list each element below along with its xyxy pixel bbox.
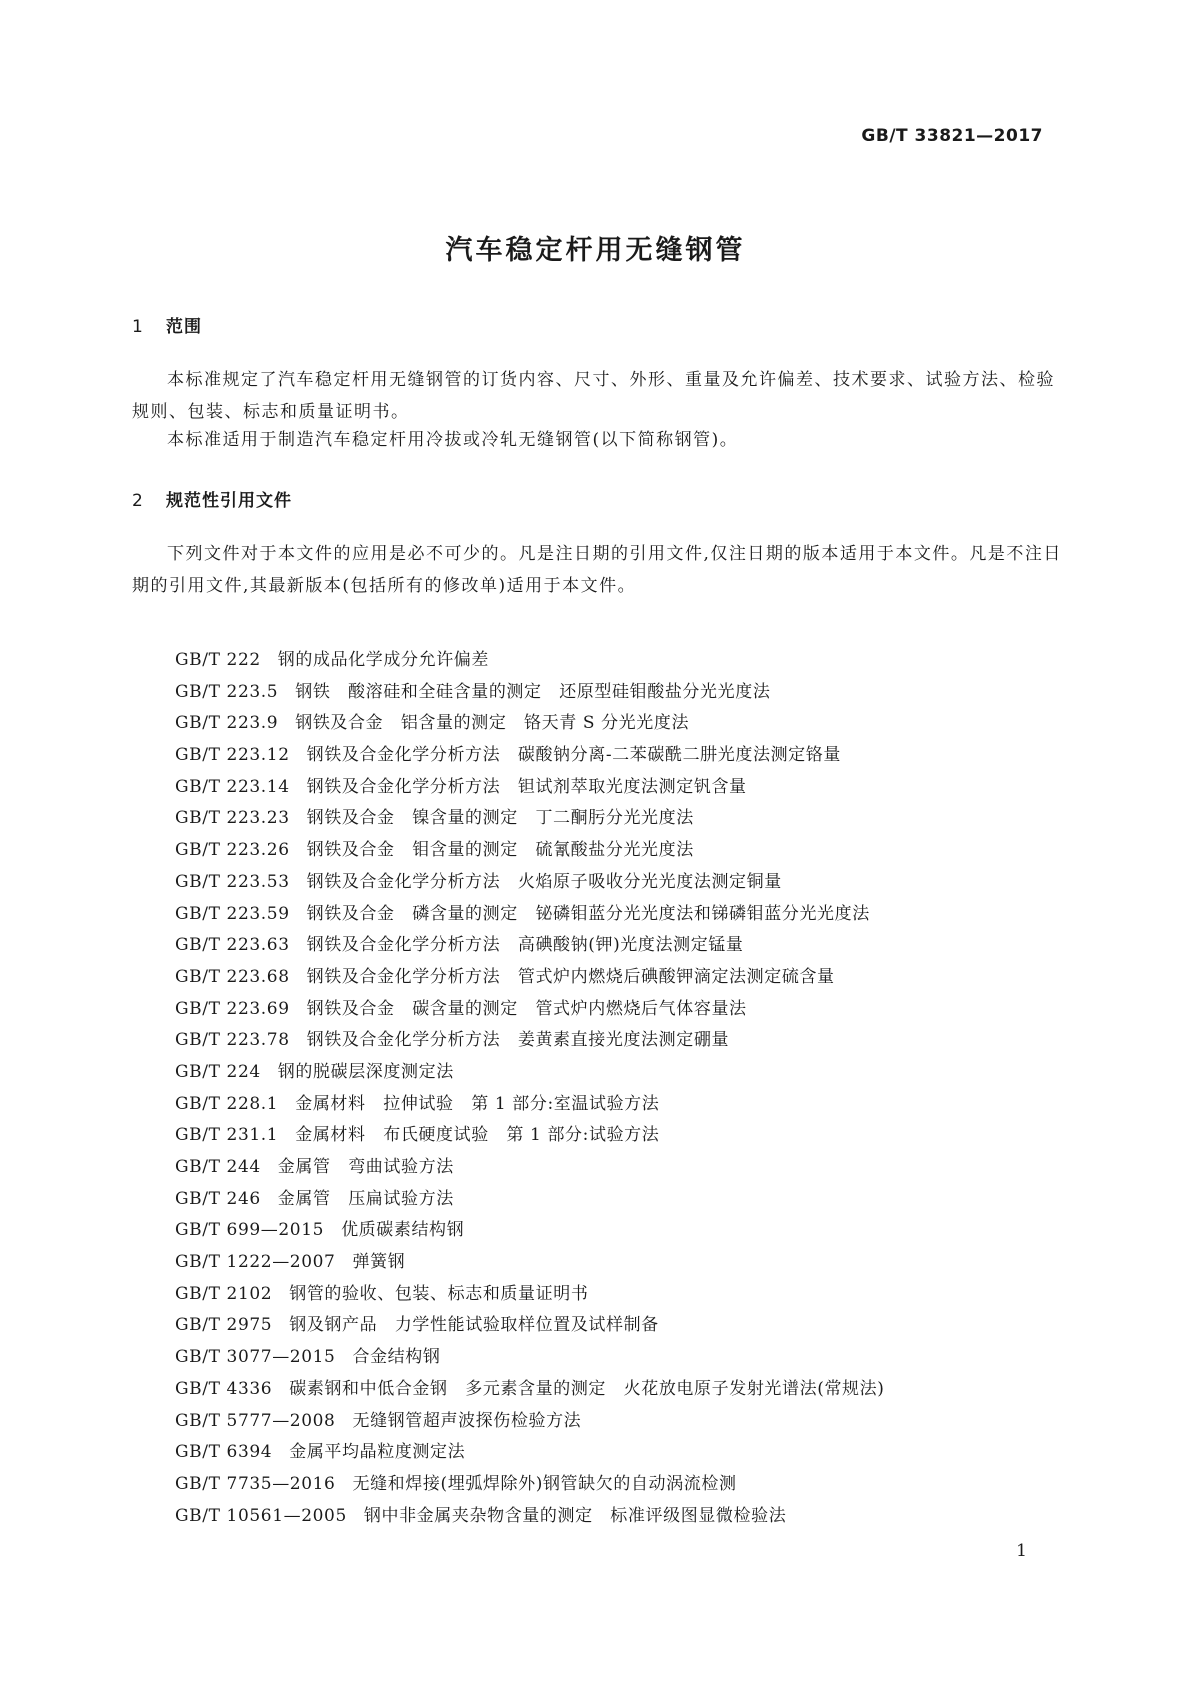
reference-code: GB/T 244 [175, 1157, 261, 1177]
reference-title: 钢铁及合金化学分析方法 管式炉内燃烧后碘酸钾滴定法测定硫含量 [306, 966, 835, 987]
reference-title: 钢铁及合金 碳含量的测定 管式炉内燃烧后气体容量法 [306, 998, 747, 1019]
reference-code: GB/T 223.23 [175, 808, 290, 829]
reference-title: 钢及钢产品 力学性能试验取样位置及试样制备 [289, 1315, 659, 1336]
page-number: 1 [1016, 1541, 1027, 1561]
reference-item [175, 1406, 884, 1438]
reference-item [175, 1342, 884, 1374]
reference-code: GB/T 223.26 [175, 840, 290, 861]
reference-code: GB/T 2975 [175, 1315, 273, 1336]
reference-item [175, 1501, 884, 1533]
reference-title: 钢铁及合金 镍含量的测定 丁二酮肟分光光度法 [306, 808, 694, 829]
reference-item [175, 1469, 884, 1501]
reference-code: GB/T 223.5 [175, 681, 279, 702]
reference-code: GB/T 223.78 [175, 1030, 290, 1051]
reference-title: 钢铁 酸溶硅和全硅含量的测定 还原型硅钼酸盐分光光度法 [295, 681, 771, 702]
reference-item [175, 1152, 884, 1184]
reference-title: 无缝和焊接(埋弧焊除外)钢管缺欠的自动涡流检测 [352, 1473, 737, 1494]
section-1-paragraph-1: 本标准规定了汽车稳定杆用无缝钢管的订货内容、尺寸、外形、重量及允许偏差、技术要求、试验方法、检验规则、包装、标志和质量证明书。 [132, 370, 1055, 422]
reference-item [175, 1310, 884, 1342]
reference-item [175, 1374, 884, 1406]
reference-code: GB/T 223.12 [175, 745, 290, 766]
section-1-title: 范围 [166, 317, 202, 337]
standard-number: GB/T 33821—2017 [861, 126, 1043, 146]
reference-title: 优质碳素结构钢 [341, 1220, 465, 1241]
reference-code: GB/T 4336 [175, 1378, 273, 1399]
reference-code: GB/T 5777—2008 [175, 1410, 336, 1431]
reference-title: 金属材料 拉伸试验 第 1 部分:室温试验方法 [295, 1093, 660, 1114]
normative-reference-list [175, 645, 884, 1532]
reference-item [175, 677, 884, 709]
reference-code: GB/T 224 [175, 1061, 261, 1082]
reference-title: 钢铁及合金 磷含量的测定 铋磷钼蓝分光光度法和锑磷钼蓝分光光度法 [306, 903, 870, 924]
reference-title: 金属材料 布氏硬度试验 第 1 部分:试验方法 [295, 1125, 660, 1146]
section-1-heading [132, 312, 202, 337]
reference-title: 钢的脱碳层深度测定法 [277, 1061, 454, 1082]
reference-item [175, 1057, 884, 1089]
reference-title: 金属管 弯曲试验方法 [277, 1157, 454, 1177]
reference-title: 钢管的验收、包装、标志和质量证明书 [289, 1283, 589, 1304]
reference-code: GB/T 223.63 [175, 935, 290, 956]
reference-item [175, 835, 884, 867]
reference-title: 钢铁及合金化学分析方法 碳酸钠分离-二苯碳酰二肼光度法测定铬量 [306, 745, 841, 766]
reference-code: GB/T 222 [175, 650, 261, 670]
reference-title: 钢的成品化学成分允许偏差 [277, 650, 489, 670]
reference-item [175, 1279, 884, 1311]
section-2-title: 规范性引用文件 [166, 491, 292, 511]
reference-code: GB/T 7735—2016 [175, 1473, 336, 1494]
section-2-number: 2 [132, 491, 144, 511]
reference-code: GB/T 223.14 [175, 776, 290, 797]
reference-title: 钢铁及合金化学分析方法 姜黄素直接光度法测定硼量 [306, 1030, 730, 1051]
reference-title: 金属平均晶粒度测定法 [289, 1442, 466, 1463]
reference-title: 合金结构钢 [352, 1347, 441, 1368]
reference-item [175, 803, 884, 835]
reference-code: GB/T 6394 [175, 1442, 273, 1463]
reference-title: 钢铁及合金 钼含量的测定 硫氰酸盐分光光度法 [306, 840, 694, 861]
reference-title: 钢铁及合金 铝含量的测定 铬天青 S 分光光度法 [295, 713, 690, 734]
reference-item [175, 1247, 884, 1279]
reference-item [175, 1215, 884, 1247]
reference-item [175, 1089, 884, 1121]
reference-code: GB/T 246 [175, 1188, 261, 1209]
reference-item [175, 1025, 884, 1057]
reference-code: GB/T 2102 [175, 1283, 273, 1304]
document-title: 汽车稳定杆用无缝钢管 [445, 235, 746, 266]
reference-code: GB/T 223.53 [175, 871, 290, 892]
reference-title: 无缝钢管超声波探伤检验方法 [352, 1410, 582, 1431]
reference-code: GB/T 223.9 [175, 713, 279, 734]
reference-item [175, 1120, 884, 1152]
reference-item [175, 899, 884, 931]
section-2-paragraph-1: 下列文件对于本文件的应用是必不可少的。凡是注日期的引用文件,仅注日期的版本适用于本文件。凡是不注日期的引用文件,其最新版本(包括所有的修改单)适用于本文件。 [132, 544, 1062, 596]
reference-item [175, 1437, 884, 1469]
reference-title: 钢铁及合金化学分析方法 火焰原子吸收分光光度法测定铜量 [306, 871, 782, 892]
reference-item [175, 645, 884, 677]
reference-code: GB/T 3077—2015 [175, 1347, 336, 1368]
reference-title: 金属管 压扁试验方法 [277, 1188, 454, 1209]
reference-code: GB/T 10561—2005 [175, 1505, 347, 1526]
reference-code: GB/T 223.59 [175, 903, 290, 924]
section-1-number: 1 [132, 317, 144, 337]
reference-code: GB/T 223.69 [175, 998, 290, 1019]
reference-item [175, 994, 884, 1026]
reference-code: GB/T 231.1 [175, 1125, 279, 1146]
reference-item [175, 962, 884, 994]
reference-code: GB/T 1222—2007 [175, 1252, 336, 1273]
reference-code: GB/T 228.1 [175, 1093, 279, 1114]
reference-code: GB/T 223.68 [175, 966, 290, 987]
reference-item [175, 772, 884, 804]
section-2-heading [132, 486, 292, 511]
reference-title: 钢铁及合金化学分析方法 钽试剂萃取光度法测定钒含量 [306, 776, 747, 797]
section-1-paragraph-2: 本标准适用于制造汽车稳定杆用冷拔或冷轧无缝钢管(以下简称钢管)。 [167, 430, 739, 450]
reference-title: 弹簧钢 [352, 1252, 406, 1273]
reference-item [175, 1184, 884, 1216]
reference-item [175, 708, 884, 740]
reference-title: 钢铁及合金化学分析方法 高碘酸钠(钾)光度法测定锰量 [306, 935, 744, 956]
reference-title: 钢中非金属夹杂物含量的测定 标准评级图显微检验法 [363, 1505, 787, 1526]
reference-item [175, 867, 884, 899]
reference-title: 碳素钢和中低合金钢 多元素含量的测定 火花放电原子发射光谱法(常规法) [289, 1378, 885, 1399]
reference-code: GB/T 699—2015 [175, 1220, 325, 1241]
reference-item [175, 930, 884, 962]
reference-item [175, 740, 884, 772]
